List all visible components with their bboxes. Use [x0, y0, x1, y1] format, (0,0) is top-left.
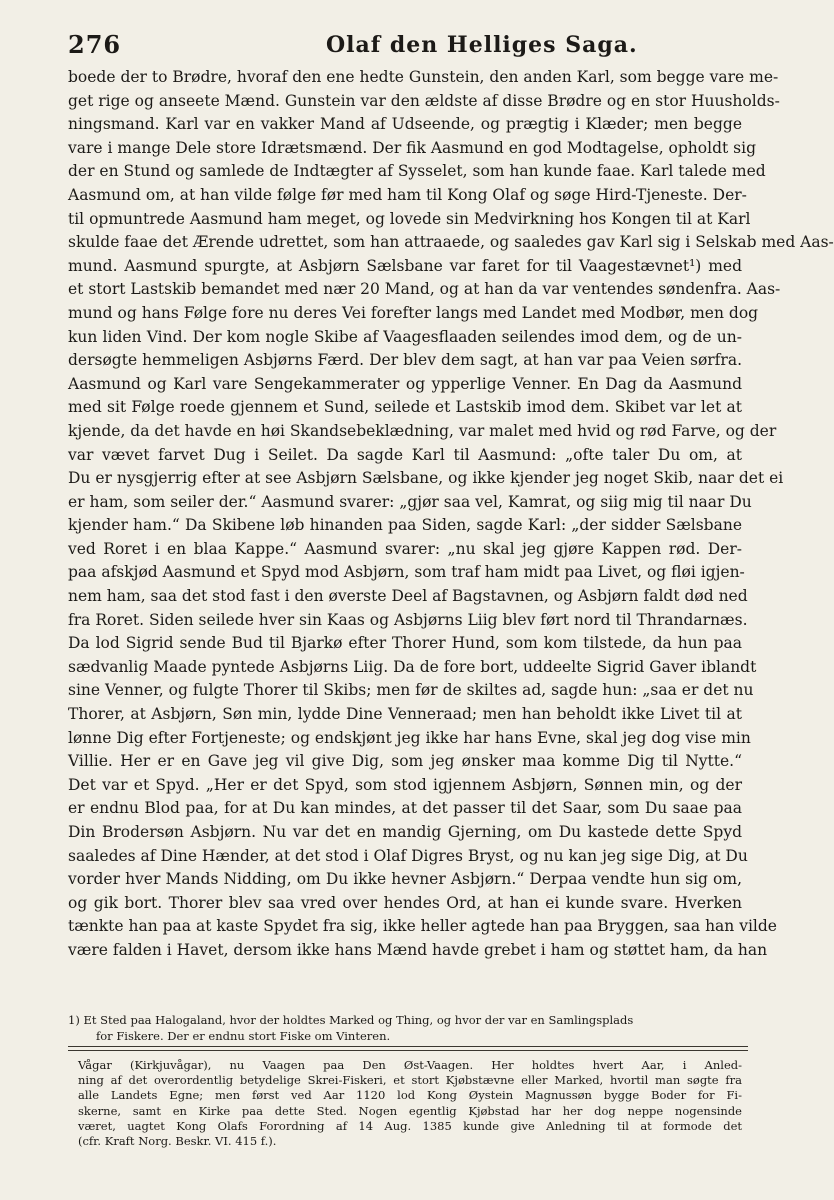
text-line: er endnu Blod paa, for at Du kan mindes, at det passer til det Saar, som Du saae paa — [68, 799, 742, 818]
text-line: Det var et Spyd. „Her er det Spyd, som stod igjennem Asbjørn, Sønnen min, og der — [68, 775, 742, 794]
text-line: skulde faae det Ærende udrettet, som han attraaede, og saaledes gav Karl sig i Selskab med Aas- — [68, 233, 834, 252]
footnote-line: for Fiskere. Der er endnu stort Fiske om Vinteren. — [96, 1029, 391, 1043]
divider-rule — [68, 1046, 748, 1047]
running-title: Olaf den Helliges Saga. — [326, 32, 638, 58]
text-line: kjender ham.“ Da Skibene løb hinanden paa Siden, sagde Karl: „der sidder Sælsbane — [68, 516, 742, 535]
text-line: Villie. Her er en Gave jeg vil give Dig, som jeg ønsker maa komme Dig til Nytte.“ — [68, 752, 742, 771]
annotation-line: alle Landets Egne; men først ved Aar 1120 lod Kong Øystein Magnussøn bygge Boder for Fi- — [78, 1088, 742, 1103]
text-line: lønne Dig efter Fortjeneste; og endskjønt jeg ikke har hans Evne, skal jeg dog vise min — [68, 728, 751, 747]
divider-rule — [68, 1050, 748, 1051]
body-text — [68, 66, 834, 963]
text-line: kun liden Vind. Der kom nogle Skibe af Vaagesflaaden seilendes imod dem, og de un- — [68, 327, 742, 346]
annotation-line: været, uagtet Kong Olafs Forordning af 14 Aug. 1385 kunde give Anledning til at formode det — [78, 1118, 742, 1133]
text-line: med sit Følge roede gjennem et Sund, seilede et Lastskib imod dem. Skibet var let at — [68, 398, 742, 417]
page-number: 276 — [68, 30, 122, 59]
text-line: og gik bort. Thorer blev saa vred over hendes Ord, at han ei kunde svare. Hverken — [68, 893, 742, 912]
footnote — [68, 1012, 742, 1044]
text-line: mund. Aasmund spurgte, at Asbjørn Sælsbane var faret for til Vaagestævnet¹) med — [68, 256, 742, 275]
text-line: Aasmund og Karl vare Sengekammerater og ypperlige Venner. En Dag da Aasmund — [68, 374, 742, 393]
text-line: kjende, da det havde en høi Skandsebeklædning, var malet med hvid og rød Farve, og der — [68, 421, 777, 440]
text-line: paa afskjød Aasmund et Spyd mod Asbjørn, som traf ham midt paa Livet, og fløi igjen- — [68, 563, 745, 582]
text-line: Du er nysgjerrig efter at see Asbjørn Sælsbane, og ikke kjender jeg noget Skib, naar det ei — [68, 469, 784, 488]
page-header — [68, 30, 748, 64]
text-line: sine Venner, og fulgte Thorer til Skibs; men før de skiltes ad, sagde hun: „saa er det nu — [68, 681, 754, 700]
text-line: ningsmand. Karl var en vakker Mand af Udseende, og prægtig i Klæder; men begge — [68, 115, 742, 134]
text-line: et stort Lastskib bemandet med nær 20 Mand, og at han da var ventendes søndenfra. Aas- — [68, 280, 781, 299]
text-line: nem ham, saa det stod fast i den øverste Deel af Bagstavnen, og Asbjørn faldt død ned — [68, 587, 748, 606]
annotation-line: ning af det overordentlig betydelige Skrei-Fiskeri, et stort Kjøbstævne eller Marked, hvortil man søgte fra — [78, 1073, 742, 1088]
text-line: fra Roret. Siden seilede hver sin Kaas og Asbjørns Liig blev ført nord til Thrandarnæs. — [68, 610, 748, 629]
text-line: saaledes af Dine Hænder, at det stod i Olaf Digres Bryst, og nu kan jeg sige Dig, at Du — [68, 846, 748, 865]
text-line: dersøgte hemmeligen Asbjørns Færd. Der blev dem sagt, at han var paa Veien sørfra. — [68, 351, 742, 370]
text-line: get rige og anseete Mænd. Gunstein var den ældste af disse Brødre og en stor Huusholds- — [68, 91, 780, 110]
text-line: boede der to Brødre, hvoraf den ene hedte Gunstein, den anden Karl, som begge vare me- — [68, 68, 779, 86]
text-line: Din Brodersøn Asbjørn. Nu var det en mandig Gjerning, om Du kastede dette Spyd — [68, 823, 742, 841]
text-line: vorder hver Mands Nidding, om Du ikke hevner Asbjørn.“ Derpaa vendte hun sig om, — [68, 870, 742, 889]
text-line: Thorer, at Asbjørn, Søn min, lydde Dine Venneraad; men han beholdt ikke Livet til at — [68, 705, 742, 724]
text-line: vare i mange Dele store Idrætsmænd. Der fik Aasmund en god Modtagelse, opholdt sig — [68, 138, 756, 157]
text-line: mund og hans Følge fore nu deres Vei forefter langs med Landet med Modbør, men dog — [68, 303, 759, 322]
text-line: være falden i Havet, dersom ikke hans Mænd havde grebet i ham og støttet ham, da han — [68, 940, 768, 959]
text-line: Aasmund om, at han vilde følge før med ham til Kong Olaf og søge Hird-Tjeneste. Der- — [68, 185, 747, 204]
text-line: Da lod Sigrid sende Bud til Bjarkø efter Thorer Hund, som kom tilstede, da hun paa — [68, 634, 742, 653]
annotation-line: Vågar (Kirkjuvågar), nu Vaagen paa Den Øst-Vaagen. Her holdtes hvert Aar, i Anled- — [78, 1058, 742, 1072]
annotation-line: skerne, samt en Kirke paa dette Sted. Nogen egentlig Kjøbstad har her dog neppe nogensinde — [78, 1103, 742, 1118]
footnote-line: 1) Et Sted paa Halogaland, hvor der holdtes Marked og Thing, og hvor der var en Samlingsplads — [68, 1013, 634, 1027]
text-line: ved Roret i en blaa Kappe.“ Aasmund svarer: „nu skal jeg gjøre Kappen rød. Der- — [68, 539, 742, 558]
editorial-annotation — [78, 1058, 742, 1149]
text-line: var vævet farvet Dug i Seilet. Da sagde Karl til Aasmund: „ofte taler Du om, at — [68, 445, 742, 464]
text-line: tænkte han paa at kaste Spydet fra sig, ikke heller agtede han paa Bryggen, saa han vilde — [68, 917, 777, 936]
text-line: der en Stund og samlede de Indtægter af Sysselet, som han kunde faae. Karl talede med — [68, 162, 766, 181]
text-line: er ham, som seiler der.“ Aasmund svarer: „gjør saa vel, Kamrat, og siig mig til naar Du — [68, 492, 752, 511]
text-line: sædvanlig Maade pyntede Asbjørns Liig. Da de fore bort, uddeelte Sigrid Gaver iblandt — [68, 657, 757, 676]
annotation-line: (cfr. Kraft Norg. Beskr. VI. 415 f.). — [78, 1133, 277, 1148]
text-line: til opmuntrede Aasmund ham meget, og lovede sin Medvirkning hos Kongen til at Karl — [68, 209, 751, 228]
